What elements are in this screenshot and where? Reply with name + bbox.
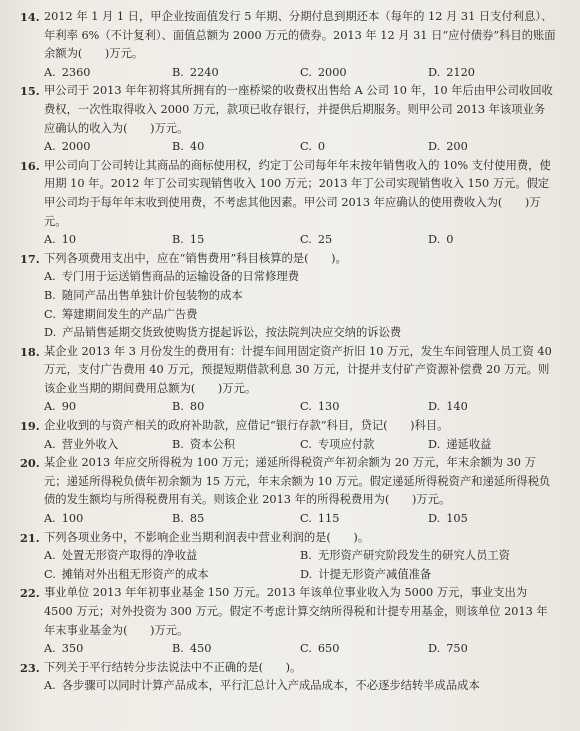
question-number: 20.: [20, 456, 40, 471]
question-stem: 下列各项费用支出中，应在“销售费用”科目核算的是( )。: [44, 251, 347, 265]
option-b: B. 80: [172, 400, 205, 414]
option-b: B. 2240: [172, 65, 219, 79]
option-a: A. 2000: [44, 140, 91, 154]
option-a: A. 2360: [44, 65, 91, 79]
question-number: 19.: [20, 419, 40, 434]
option-d: D. 计提无形资产减值准备: [300, 567, 432, 581]
question-stem: 下列各项业务中，不影响企业当期利润表中营业利润的是( )。: [44, 530, 370, 544]
options-17: [44, 268, 556, 342]
option-d: D. 105: [428, 512, 468, 526]
question-stem: 2012 年 1 月 1 日，甲企业按面值发行 5 年期、分期付息到期还本（每年的 12 月 31 日支付利息）、年利率 6%（不计复利）、面值总额为 2000 万元的债券。2013 年 12 月 31 日“应付债券”科目的账面余额为( )万元。: [44, 10, 556, 61]
option-d: D. 0: [428, 233, 454, 247]
question-number: 16.: [20, 158, 40, 173]
question-22: [20, 584, 556, 640]
option-a: A. 专门用于运送销售商品的运输设备的日常修理费: [44, 270, 299, 284]
option-c: C. 筹建期间发生的产品广告费: [44, 307, 198, 321]
options-14: [44, 64, 556, 83]
option-d: D. 750: [428, 642, 468, 656]
option-c: C. 25: [300, 233, 333, 247]
question-number: 22.: [20, 586, 40, 601]
option-d: D. 产品销售延期交货致使购货方提起诉讼，按法院判决应交纳的诉讼费: [44, 326, 402, 340]
question-stem: 甲公司向丁公司转让其商品的商标使用权，约定丁公司每年年末按年销售收入的 10% 支付使用费，使用期 10 年。2012 年丁公司实现销售收入 100 万元；2013 年丁公司实现销售收入 150 万元。假定甲公司均于每年年末收到使用费，不考虑其他因素。甲公司 2013 年应确认的使用费收入为( )万元。: [44, 158, 551, 228]
question-stem: 某企业 2013 年应交所得税为 100 万元；递延所得税资产年初余额为 20 万元，年末余额为 30 万元；递延所得税负债年初余额为 15 万元，年末余额为 10 万元。假定递延所得税资产和递延所得税负债的发生额均与所得税费用有关。则该企业 2013 年的所得税费用为( )万元。: [44, 456, 551, 507]
question-number: 15.: [20, 84, 40, 99]
options-22: [44, 640, 556, 659]
option-c: C. 专项应付款: [300, 437, 375, 451]
option-b: B. 450: [172, 642, 212, 656]
option-a: A. 90: [44, 400, 77, 414]
option-b: B. 15: [172, 233, 205, 247]
option-b: B. 85: [172, 512, 205, 526]
option-a: A. 营业外收入: [44, 437, 119, 451]
options-19: [44, 436, 556, 455]
question-20: [20, 454, 556, 510]
question-number: 18.: [20, 344, 40, 359]
option-c: C. 0: [300, 140, 326, 154]
option-c: C. 115: [300, 512, 340, 526]
option-a: A. 100: [44, 512, 84, 526]
option-d: D. 140: [428, 400, 468, 414]
question-number: 14.: [20, 10, 40, 24]
option-c: C. 650: [300, 642, 340, 656]
question-23: [20, 659, 556, 678]
option-a: A. 350: [44, 642, 84, 656]
options-18: [44, 398, 556, 417]
question-number: 23.: [20, 660, 40, 675]
question-stem: 事业单位 2013 年年初事业基金 150 万元。2013 年该单位事业收入为 5000 万元，事业支出为 4500 万元；对外投资为 300 万元。假定不考虑计算交纳所得税和计提专用基金，则该单位 2013 年年末事业基金为( )万元。: [44, 586, 548, 637]
question-number: 21.: [20, 530, 40, 545]
option-c: C. 2000: [300, 65, 347, 79]
option-a: A. 处置无形资产取得的净收益: [44, 549, 198, 563]
option-b: B. 40: [172, 140, 205, 154]
question-18: [20, 343, 556, 399]
question-15: [20, 82, 556, 138]
question-stem: 下列关于平行结转分步法说法中不正确的是( )。: [44, 660, 302, 674]
options-20: [44, 510, 556, 529]
question-21: [20, 529, 556, 548]
question-stem: 甲公司于 2013 年年初将其所拥有的一座桥梁的收费权出售给 A 公司 10 年，10 年后由甲公司收回收费权，一次性取得收入 2000 万元，款项已收存银行，并提供后期服务。则甲公司 2013 年该项业务应确认的收入为( )万元。: [44, 84, 553, 135]
option-d: D. 递延收益: [428, 437, 492, 451]
option-b: B. 随同产品出售单独计价包装物的成本: [44, 288, 243, 302]
question-19: [20, 417, 556, 436]
question-number: 17.: [20, 251, 40, 266]
option-c: C. 130: [300, 400, 340, 414]
question-16: [20, 157, 556, 231]
option-b: B. 无形资产研究阶段发生的研究人员工资: [300, 549, 510, 563]
option-a: A. 各步骤可以同时计算产品成本，平行汇总计入产成品成本，不必逐步结转半成品成本: [44, 679, 480, 693]
options-23: [44, 677, 556, 696]
question-stem: 企业收到的与资产相关的政府补助款，应借记“银行存款”科目，贷记( )科目。: [44, 419, 449, 433]
options-21: [44, 547, 556, 584]
options-15: [44, 138, 556, 157]
question-14: [20, 8, 556, 64]
question-stem: 某企业 2013 年 3 月份发生的费用有：计提车间用固定资产折旧 10 万元，发生车间管理人员工资 40 万元，支付广告费用 40 万元，预提短期借款利息 30 万元，计提并支付矿产资源补偿费 20 万元。则该企业当期的期间费用总额为( )万元。: [44, 344, 552, 395]
option-d: D. 2120: [428, 65, 475, 79]
options-16: [44, 231, 556, 250]
option-d: D. 200: [428, 140, 468, 154]
option-c: C. 摊销对外出租无形资产的成本: [44, 567, 209, 581]
option-b: B. 资本公积: [172, 437, 236, 451]
option-a: A. 10: [44, 233, 77, 247]
question-17: [20, 250, 556, 269]
